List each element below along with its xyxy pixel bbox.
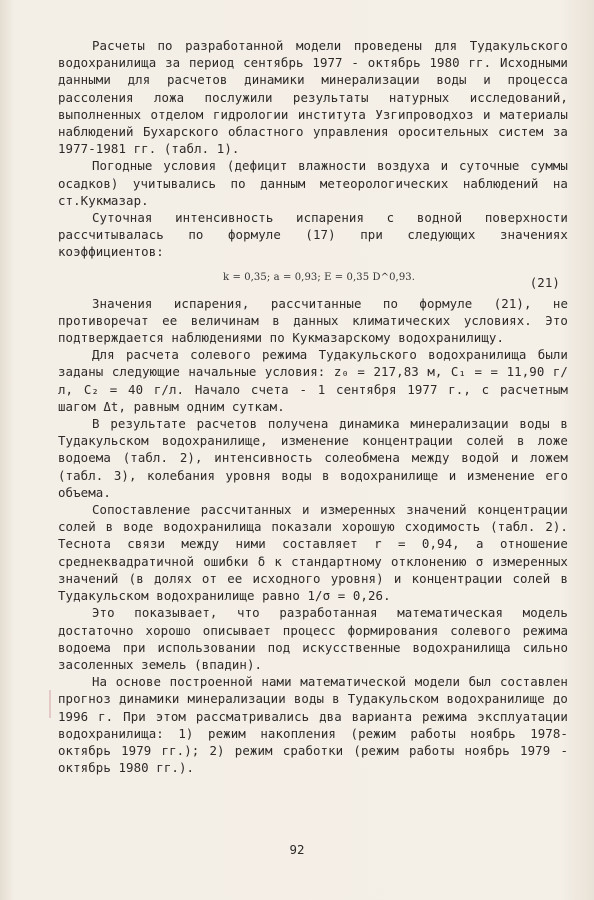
formula-row [58, 261, 568, 295]
paragraph-9: На основе построенной нами математической модели был составлен прогноз динамики минерализации воды в Тудакульском водохранилище до 1996 г. При этом рассматривались два варианта режима эксплуатации водохранилища: 1) режим накопления (режим работы ноябрь 1978- октябрь 1979 гг.); 2) режим сработки (режим работы ноябрь 1979 - октябрь 1980 гг.). [58, 674, 568, 776]
paragraph-7: Сопоставление рассчитанных и измеренных значений концентрации солей в воде водохранилища показали хорошую сходимость (табл. 2). Теснота связи между ними составляет r = 0,94, а отношение среднеквадратичной ошибки δ к стандартному отклонению σ измеренных значений (в долях от ее исходного уровня) и концентрации солей в Тудакульском водохранилище равно 1/σ = 0,26. [58, 502, 568, 604]
paragraph-5: Для расчета солевого режима Тудакульского водохранилища были заданы следующие начальные условия: z₀ = 217,83 м, C₁ = = 11,90 г/л, C₂ = 40 г/л. Начало счета - 1 сентября 1977 г., с расчетным шагом Δt, равным одним суткам. [58, 347, 568, 414]
paragraph-3: Суточная интенсивность испарения с водной поверхности рассчитывалась по формуле (17) при следующих значениях коэффициентов: [58, 210, 568, 260]
document-body [58, 37, 568, 776]
margin-mark [49, 690, 51, 718]
equation-number: (21) [529, 274, 560, 290]
page-number: 92 [289, 842, 305, 857]
paragraph-1: Расчеты по разработанной модели проведены для Тудакульского водохранилища за период сентябрь 1977 - октябрь 1980 гг. Исходными данными для расчетов динамики минерализации воды и процесса рассоления ложа послужили результаты натурных исследований, выполненных отделом гидрологии института Узгипроводхоз и материалы наблюдений Бухарского областного управления оросительных систем за 1977-1981 гг. (табл. 1). [58, 38, 568, 157]
paragraph-2: Погодные условия (дефицит влажности воздуха и суточные суммы осадков) учитывались по данным метеорологических наблюдений на ст.Кукмазар. [58, 158, 568, 208]
formula: k = 0,35; a = 0,93; E = 0,35 D^0,93. [223, 271, 416, 283]
paragraph-8: Это показывает, что разработанная математическая модель достаточно хорошо описывает процесс формирования солевого режима водоема при использовании под искусственные водохранилища сильно засоленных земель (впадин). [58, 605, 568, 672]
paragraph-4: Значения испарения, рассчитанные по формуле (21), не противоречат ее величинам в данных климатических условиях. Это подтверждается наблюдениями по Кукмазарскому водохранилищу. [58, 295, 568, 346]
paragraph-6: В результате расчетов получена динамика минерализации воды в Тудакульском водохранилище, изменение концентрации солей в ложе водоема (табл. 2), интенсивность солеобмена между водой и ложем (табл. 3), колебания уровня воды в водохранилище и изменение его объема. [58, 416, 568, 500]
